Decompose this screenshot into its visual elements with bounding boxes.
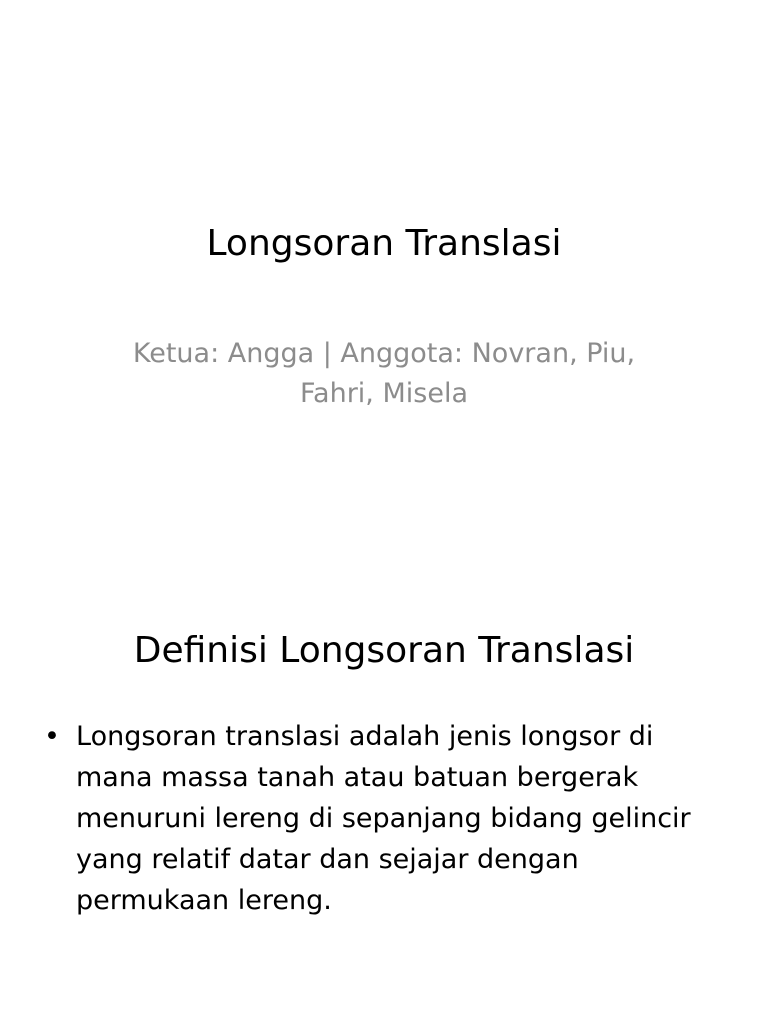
- slide-title: Longsoran Translasi: [206, 223, 562, 264]
- bullet-item: [42, 716, 732, 921]
- slide-subtitle: Ketua: Angga | Anggota: Novran, Piu, Fahri, Misela: [132, 338, 636, 409]
- content-slide: [0, 512, 768, 1024]
- bullet-list: [42, 716, 732, 921]
- bullet-text: Longsoran translasi adalah jenis longsor di mana massa tanah atau batuan bergerak menuruni lereng di sepanjang bidang gelincir yang relatif datar dan sejajar dengan permukaan lereng.: [76, 721, 691, 916]
- bullet-icon: •: [44, 721, 60, 752]
- slide-title: Definisi Longsoran Translasi: [133, 630, 635, 671]
